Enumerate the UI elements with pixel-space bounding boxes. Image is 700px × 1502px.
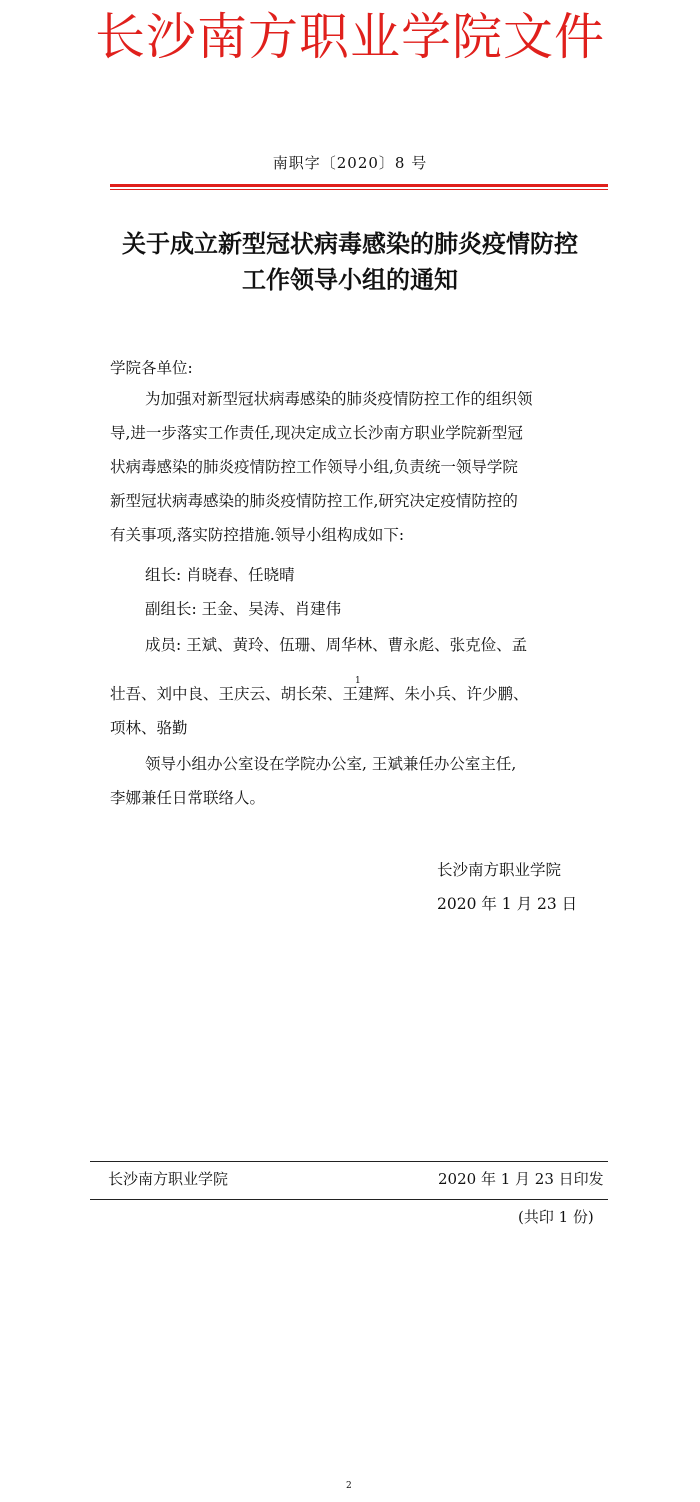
notice-title-line-2: 工作领导小组的通知	[242, 265, 458, 294]
office-line: 李娜兼任日常联络人。	[110, 789, 266, 807]
red-header-rule-thin	[110, 189, 608, 190]
members-line: 项林、骆勤	[110, 719, 188, 737]
red-header-rule-thick	[110, 184, 608, 187]
members-line: 成员: 王斌、黄玲、伍珊、周华林、曹永彪、张克俭、孟	[145, 636, 528, 654]
signature-organization: 长沙南方职业学院	[437, 861, 562, 879]
footer-issuer: 长沙南方职业学院	[108, 1170, 229, 1188]
deputy-leaders-line: 副组长: 王金、吴涛、肖建伟	[145, 600, 342, 618]
document-number: 南职字〔2020〕8 号	[272, 154, 428, 172]
footer-rule-bottom	[90, 1199, 608, 1200]
footer-rule-top	[90, 1161, 608, 1162]
paragraph-line: 导,进一步落实工作责任,现决定成立长沙南方职业学院新型冠	[110, 424, 523, 442]
paragraph-line: 状病毒感染的肺炎疫情防控工作领导小组,负责统一领导学院	[110, 458, 518, 476]
office-line: 领导小组办公室设在学院办公室, 王斌兼任办公室主任,	[145, 755, 517, 773]
document-masthead: 长沙南方职业学院文件	[95, 8, 605, 66]
signature-date: 2020 年 1 月 23 日	[437, 895, 578, 913]
paragraph-line: 新型冠状病毒感染的肺炎疫情防控工作,研究决定疫情防控的	[110, 492, 518, 510]
footer-issue-date: 2020 年 1 月 23 日印发	[438, 1170, 604, 1188]
leaders-line: 组长: 肖晓春、任晓晴	[145, 566, 295, 584]
footer-copies: (共印 1 份)	[518, 1208, 594, 1226]
paragraph-line: 有关事项,落实防控措施.领导小组构成如下:	[110, 526, 405, 544]
page-number: 2	[346, 1481, 352, 1491]
notice-title-line-1: 关于成立新型冠状病毒感染的肺炎疫情防控	[122, 229, 578, 258]
salutation: 学院各单位:	[110, 359, 193, 377]
paragraph-line: 为加强对新型冠状病毒感染的肺炎疫情防控工作的组织领	[145, 390, 533, 408]
inline-page-number: 1	[355, 676, 361, 686]
members-line: 壮吾、刘中良、王庆云、胡长荣、王建辉、朱小兵、许少鹏、	[110, 685, 529, 703]
